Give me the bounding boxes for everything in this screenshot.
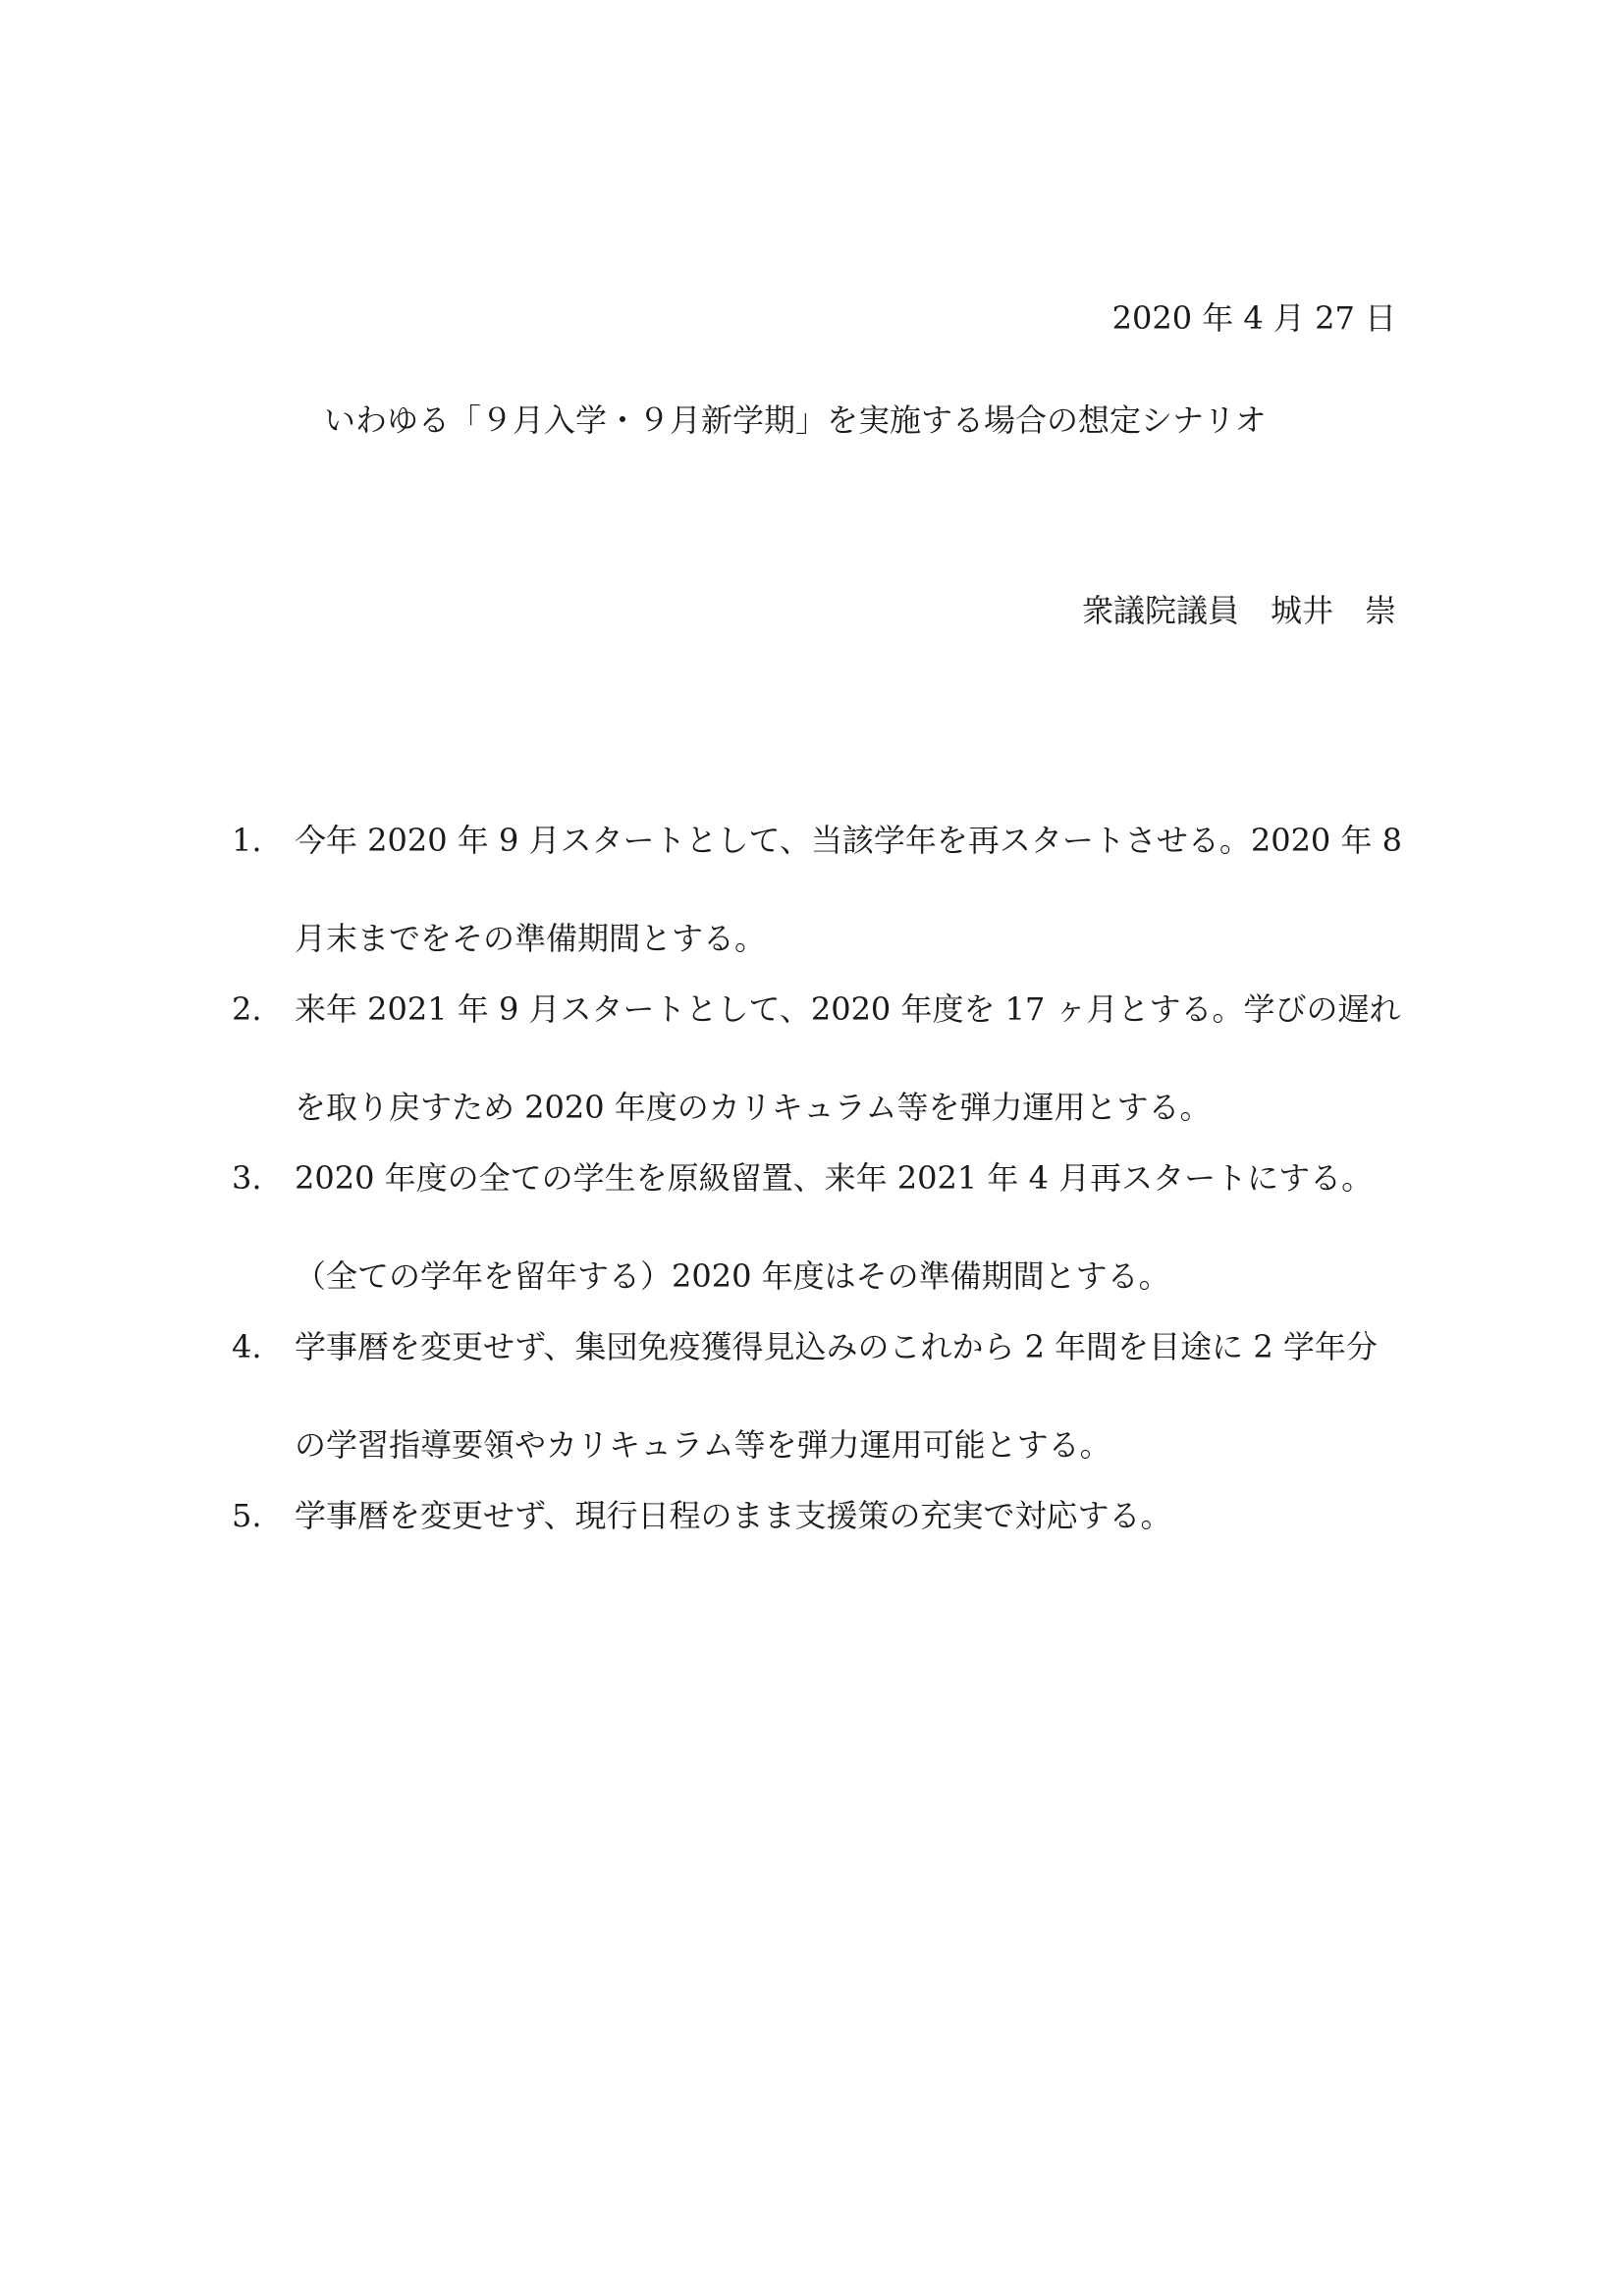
document-title: いわゆる「９月入学・９月新学期」を実施する場合の想定シナリオ (324, 401, 1267, 439)
scenario-text-line: を取り戻すため 2020 年度のカリキュラム等を弾力運用とする。 (295, 1089, 1212, 1126)
scenario-text-line: 2020 年度の全ての学生を原級留置、来年 2021 年 4 月再スタートにする。 (295, 1159, 1374, 1197)
scenario-number: 3. (232, 1159, 262, 1197)
scenario-text-line: 学事暦を変更せず、現行日程のまま支援策の充実で対応する。 (295, 1497, 1172, 1534)
scenario-item-4 (232, 1298, 1410, 1494)
scenario-text-line: 今年 2020 年 9 月スタートとして、当該学年を再スタートさせる。2020 年 8 (295, 822, 1402, 859)
scenario-text-line: 月末までをその準備期間とする。 (295, 920, 767, 957)
scenario-item-3 (232, 1129, 1410, 1325)
scenario-text-line: （全ての学年を留年する）2020 年度はその準備期間とする。 (295, 1257, 1170, 1295)
scenario-number: 4. (232, 1328, 262, 1365)
scenario-text-line: 来年 2021 年 9 月スタートとして、2020 年度を 17 ヶ月とする。学びの遅れ (295, 990, 1401, 1028)
scenario-number: 1. (232, 822, 262, 859)
scenario-item-1 (232, 791, 1410, 988)
scenario-number: 2. (232, 990, 262, 1028)
document-author: 衆議院議員 城井 崇 (1081, 592, 1396, 629)
scenario-item-5 (232, 1467, 1410, 1565)
scenario-item-2 (232, 960, 1410, 1156)
scenario-text-line: の学習指導要領やカリキュラム等を弾力運用可能とする。 (295, 1426, 1111, 1464)
document-date: 2020 年 4 月 27 日 (1111, 299, 1396, 337)
scenario-list (232, 791, 1410, 1565)
scenario-number: 5. (232, 1497, 262, 1534)
scenario-text-line: 学事暦を変更せず、集団免疫獲得見込みのこれから 2 年間を目途に 2 学年分 (295, 1328, 1378, 1365)
